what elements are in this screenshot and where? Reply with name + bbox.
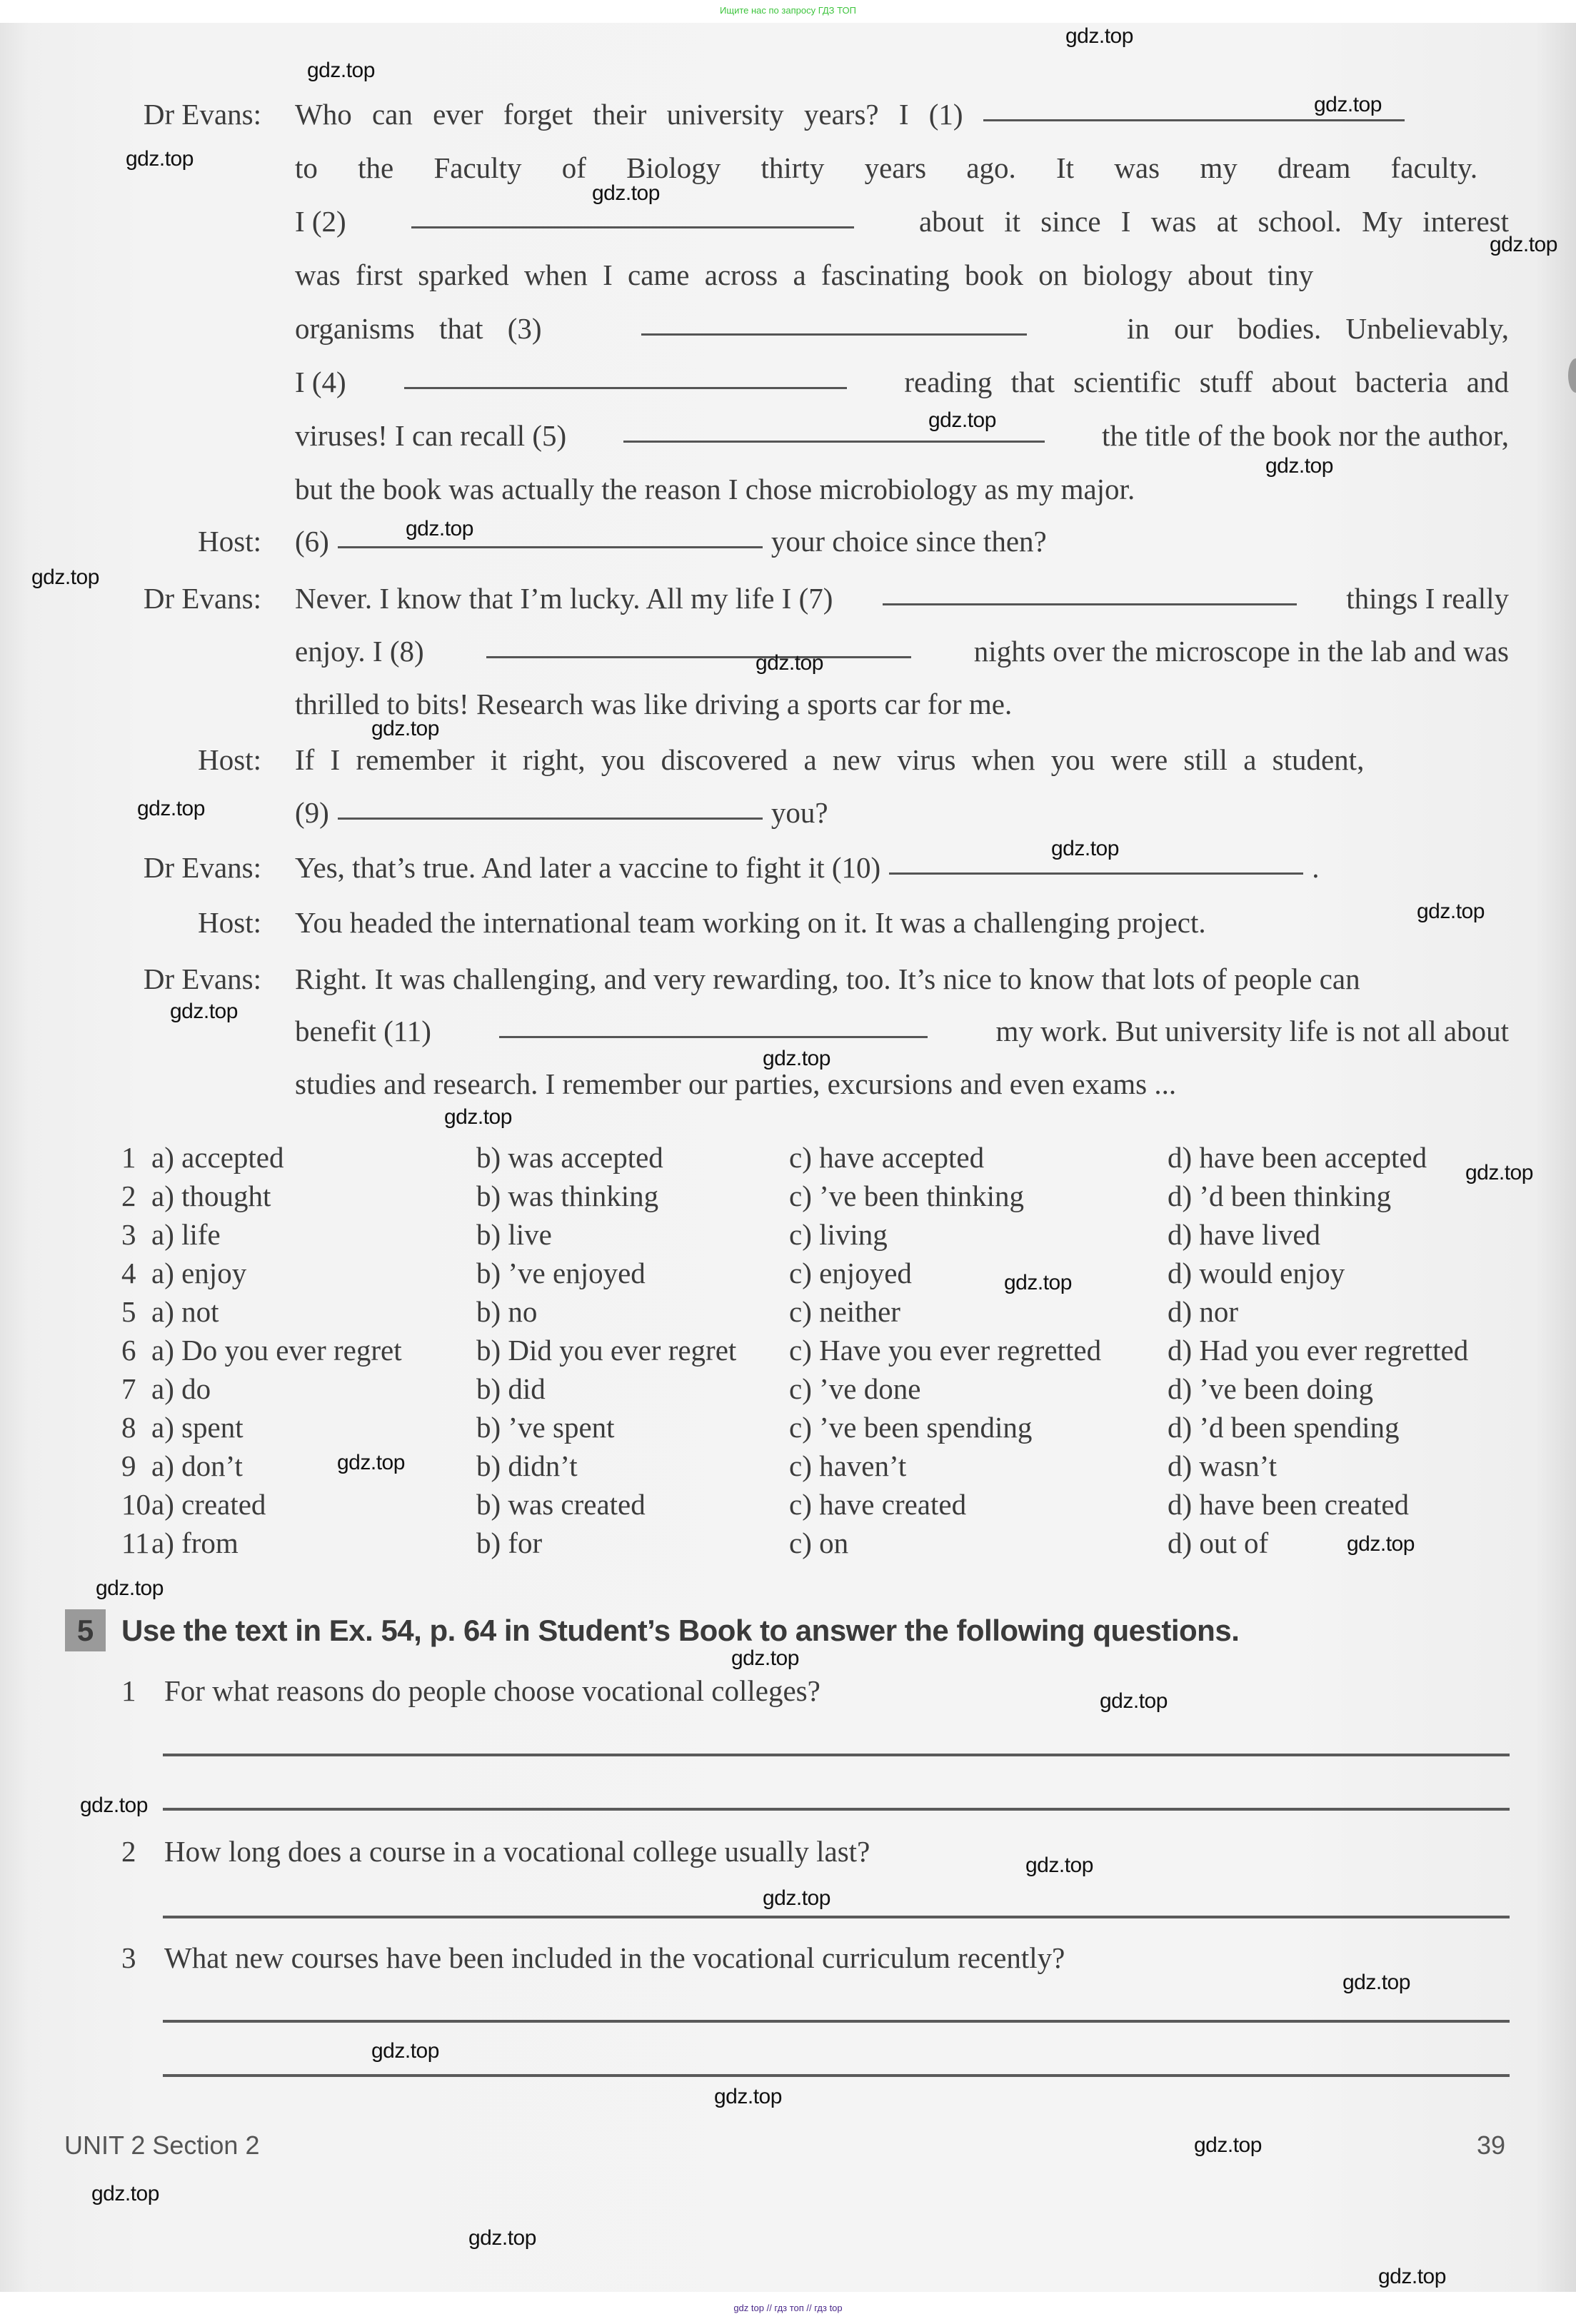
dialogue-text: studies and research. I remember our parties, excursions and even exams ... — [295, 1067, 1177, 1100]
watermark: gdz.top — [763, 1886, 830, 1910]
option-d[interactable]: d) out of — [1168, 1526, 1269, 1559]
dialogue-text: to the Faculty of Biology thirty years ago. It was my dream faculty. — [295, 151, 1478, 184]
option-row — [121, 1331, 1514, 1369]
answer-line[interactable] — [163, 2074, 1510, 2077]
watermark: gdz.top — [371, 2039, 439, 2063]
option-d[interactable]: d) have lived — [1168, 1218, 1321, 1251]
answer-blank-9[interactable] — [338, 818, 763, 820]
top-banner: Ищите нас по запросу ГДЗ ТОП — [0, 0, 1576, 23]
dialogue-text: things I really — [1346, 582, 1509, 615]
watermark: gdz.top — [756, 651, 823, 675]
dialogue-line — [295, 418, 1509, 453]
answer-line[interactable] — [163, 1916, 1510, 1918]
unit-section-label: UNIT 2 Section 2 — [64, 2131, 260, 2160]
option-a[interactable]: a) accepted — [151, 1141, 284, 1174]
speaker-label: Dr Evans: — [143, 582, 261, 615]
option-number: 10 — [121, 1488, 151, 1521]
watermark: gdz.top — [307, 59, 375, 82]
option-b[interactable]: b) ’ve enjoyed — [476, 1257, 646, 1289]
option-b[interactable]: b) live — [476, 1218, 552, 1251]
option-d[interactable]: d) Had you ever regretted — [1168, 1334, 1469, 1367]
question-text: What new courses have been included in the vocational curriculum recently? — [164, 1941, 1065, 1974]
option-d[interactable]: d) have been accepted — [1168, 1141, 1427, 1174]
option-a[interactable]: a) do — [151, 1372, 211, 1405]
speaker-label: Dr Evans: — [143, 851, 261, 884]
option-a[interactable]: a) from — [151, 1526, 239, 1559]
option-c[interactable]: c) Have you ever regretted — [789, 1334, 1102, 1367]
watermark: gdz.top — [91, 2182, 159, 2205]
option-c[interactable]: c) have accepted — [789, 1141, 985, 1174]
watermark: gdz.top — [444, 1105, 512, 1129]
dialogue-text: (6) — [295, 525, 329, 558]
answer-blank-3[interactable] — [641, 333, 1027, 336]
dialogue-text: your choice since then? — [771, 525, 1047, 558]
option-row — [121, 1177, 1514, 1215]
option-row — [121, 1254, 1514, 1292]
dialogue-text: Right. It was challenging, and very rewarding, too. It’s nice to know that lots of people can — [295, 962, 1360, 995]
bottom-banner: gdz top // гдз топ // гдз top — [0, 2292, 1576, 2324]
dialogue-line — [295, 258, 1509, 292]
watermark: gdz.top — [1025, 1853, 1093, 1877]
option-row — [121, 1138, 1514, 1177]
option-number: 11 — [121, 1526, 150, 1559]
watermark: gdz.top — [96, 1576, 164, 1600]
watermark: gdz.top — [1265, 454, 1333, 478]
dialogue-text: I (2) — [295, 205, 346, 238]
dialogue-text: reading that scientific stuff about bacteria and — [904, 366, 1509, 398]
option-b[interactable]: b) ’ve spent — [476, 1411, 615, 1444]
watermark: gdz.top — [1314, 93, 1382, 116]
option-a[interactable]: a) not — [151, 1295, 219, 1328]
dialogue-line — [295, 1014, 1509, 1048]
dialogue-text: (9) — [295, 796, 329, 829]
dialogue-line — [295, 365, 1509, 399]
option-d[interactable]: d) would enjoy — [1168, 1257, 1345, 1289]
watermark: gdz.top — [928, 408, 996, 432]
option-row — [121, 1408, 1514, 1447]
page-number: 39 — [1477, 2131, 1506, 2160]
question — [121, 1940, 1065, 1976]
question-number: 3 — [121, 1941, 136, 1974]
dialogue-line — [295, 905, 1509, 940]
watermark: gdz.top — [1378, 2265, 1446, 2288]
option-b[interactable]: b) for — [476, 1526, 543, 1559]
answer-blank-6[interactable] — [338, 546, 763, 548]
watermark: gdz.top — [763, 1047, 830, 1070]
watermark: gdz.top — [80, 1794, 148, 1817]
watermark: gdz.top — [1417, 900, 1485, 923]
watermark: gdz.top — [731, 1646, 799, 1670]
answer-blank-5[interactable] — [623, 441, 1045, 443]
option-a[interactable]: a) spent — [151, 1411, 244, 1444]
option-number: 1 — [121, 1141, 136, 1174]
option-a[interactable]: a) life — [151, 1218, 221, 1251]
watermark: gdz.top — [1465, 1161, 1533, 1184]
question-number: 2 — [121, 1835, 136, 1868]
dialogue-text: Yes, that’s true. And later a vaccine to fight it (10) — [295, 851, 881, 884]
answer-blank-11[interactable] — [499, 1036, 928, 1038]
speaker-label: Host: — [198, 525, 261, 558]
option-a[interactable]: a) thought — [151, 1179, 271, 1212]
option-number: 3 — [121, 1218, 136, 1251]
dialogue-line — [295, 743, 1509, 777]
dialogue-text: but the book was actually the reason I chose microbiology as my major. — [295, 473, 1135, 505]
dialogue-text: Never. I know that I’m lucky. All my life I (7) — [295, 582, 833, 615]
option-b[interactable]: b) did — [476, 1372, 546, 1405]
option-row — [121, 1292, 1514, 1331]
option-c[interactable]: c) ’ve been thinking — [789, 1179, 1025, 1212]
speaker-label: Dr Evans: — [143, 962, 261, 995]
answer-blank-10[interactable] — [889, 872, 1303, 875]
option-row — [121, 1524, 1514, 1562]
option-d[interactable]: d) ’d been thinking — [1168, 1179, 1392, 1212]
watermark: gdz.top — [1065, 24, 1133, 48]
dialogue-text: enjoy. I (8) — [295, 635, 424, 668]
option-d[interactable]: d) nor — [1168, 1295, 1239, 1328]
answer-blank-7[interactable] — [883, 603, 1297, 605]
question-text: For what reasons do people choose vocational colleges? — [164, 1674, 820, 1707]
dialogue-line — [295, 962, 1509, 996]
watermark: gdz.top — [1100, 1689, 1168, 1713]
dialogue-line — [295, 634, 1509, 668]
option-number: 4 — [121, 1257, 136, 1289]
dialogue-text: you? — [771, 796, 828, 829]
dialogue-text: about it since I was at school. My interest — [918, 205, 1509, 238]
option-number: 7 — [121, 1372, 136, 1405]
watermark: gdz.top — [137, 797, 205, 820]
option-number: 8 — [121, 1411, 136, 1444]
option-c[interactable]: c) have created — [789, 1488, 967, 1521]
dialogue-line — [295, 795, 1509, 830]
exercise-number-badge: 5 — [65, 1609, 106, 1651]
dialogue-text: If I remember it right, you discovered a new virus when you were still a student, — [295, 743, 1365, 776]
option-row — [121, 1215, 1514, 1254]
option-a[interactable]: a) don’t — [151, 1449, 243, 1482]
dialogue-line — [295, 850, 1509, 885]
option-d[interactable]: d) ’ve been doing — [1168, 1372, 1374, 1405]
answer-blank-1[interactable] — [983, 119, 1405, 121]
option-d[interactable]: d) have been created — [1168, 1488, 1410, 1521]
dialogue-text: organisms that (3) — [295, 312, 542, 345]
option-c[interactable]: c) haven’t — [789, 1449, 907, 1482]
watermark: gdz.top — [1194, 2133, 1262, 2157]
speaker-label: Dr Evans: — [143, 98, 261, 131]
option-row — [121, 1447, 1514, 1485]
question — [121, 1673, 820, 1709]
exercise-instruction: Use the text in Ex. 54, p. 64 in Student’s Book to answer the following questions. — [121, 1614, 1240, 1647]
dialogue-text: my work. But university life is not all about — [995, 1015, 1509, 1047]
answer-blank-2[interactable] — [411, 226, 854, 228]
dialogue-text: viruses! I can recall (5) — [295, 419, 567, 452]
question-text: How long does a course in a vocational college usually last? — [164, 1835, 870, 1868]
answer-blank-4[interactable] — [404, 387, 847, 389]
dialogue-line — [295, 524, 1509, 558]
watermark: gdz.top — [406, 517, 473, 540]
dialogue-text: nights over the microscope in the lab and was — [973, 635, 1509, 668]
speaker-label: Host: — [198, 743, 261, 776]
option-c[interactable]: c) on — [789, 1526, 849, 1559]
watermark: gdz.top — [31, 565, 99, 589]
dialogue-text: thrilled to bits! Research was like driving a sports car for me. — [295, 688, 1013, 720]
watermark: gdz.top — [371, 717, 439, 740]
option-c[interactable]: c) living — [789, 1218, 888, 1251]
watermark: gdz.top — [126, 147, 194, 171]
dialogue-line — [295, 311, 1509, 346]
option-c[interactable]: c) neither — [789, 1295, 900, 1328]
dialogue-text: You headed the international team working on it. It was a challenging project. — [295, 906, 1206, 939]
dialogue-text: . — [1312, 851, 1320, 884]
watermark: gdz.top — [1490, 233, 1557, 256]
option-number: 2 — [121, 1179, 136, 1212]
option-a[interactable]: a) created — [151, 1488, 266, 1521]
option-c[interactable]: c) ’ve been spending — [789, 1411, 1033, 1444]
watermark: gdz.top — [592, 181, 660, 205]
answer-blank-8[interactable] — [486, 656, 911, 658]
speaker-label: Host: — [198, 906, 261, 939]
dialogue-text: benefit (11) — [295, 1015, 431, 1047]
option-c[interactable]: c) enjoyed — [789, 1257, 912, 1289]
option-a[interactable]: a) Do you ever regret — [151, 1334, 402, 1367]
watermark: gdz.top — [1347, 1532, 1415, 1556]
option-a[interactable]: a) enjoy — [151, 1257, 247, 1289]
answer-line[interactable] — [163, 1808, 1510, 1811]
option-d[interactable]: d) ’d been spending — [1168, 1411, 1400, 1444]
option-row — [121, 1369, 1514, 1408]
option-b[interactable]: b) no — [476, 1295, 538, 1328]
watermark: gdz.top — [468, 2226, 536, 2250]
watermark: gdz.top — [170, 1000, 238, 1023]
dialogue-line — [295, 1067, 1509, 1101]
option-b[interactable]: b) didn’t — [476, 1449, 578, 1482]
dialogue-text: I (4) — [295, 366, 346, 398]
dialogue-line — [295, 204, 1509, 238]
option-b[interactable]: b) was accepted — [476, 1141, 663, 1174]
watermark: gdz.top — [337, 1451, 405, 1474]
option-c[interactable]: c) ’ve done — [789, 1372, 921, 1405]
dialogue-text: was first sparked when I came across a fascinating book on biology about tiny — [295, 258, 1314, 291]
dialogue-line — [295, 151, 1509, 185]
option-b[interactable]: b) was created — [476, 1488, 646, 1521]
question — [121, 1833, 870, 1869]
answer-line[interactable] — [163, 1754, 1510, 1756]
watermark: gdz.top — [1004, 1271, 1072, 1294]
watermark: gdz.top — [1342, 1971, 1410, 1994]
option-row — [121, 1485, 1514, 1524]
dialogue-text: in our bodies. Unbelievably, — [1126, 312, 1509, 345]
option-b[interactable]: b) was thinking — [476, 1179, 659, 1212]
dialogue-text: the title of the book nor the author, — [1102, 419, 1509, 452]
watermark: gdz.top — [1051, 837, 1119, 860]
watermark: gdz.top — [714, 2085, 782, 2108]
dialogue-line — [295, 581, 1509, 615]
dialogue-line — [295, 687, 1509, 721]
option-number: 5 — [121, 1295, 136, 1328]
option-number: 9 — [121, 1449, 136, 1482]
option-d[interactable]: d) wasn’t — [1168, 1449, 1277, 1482]
answer-line[interactable] — [163, 2020, 1510, 2023]
question-number: 1 — [121, 1674, 136, 1707]
dialogue-text: Who can ever forget their university years? I (1) — [295, 98, 963, 131]
option-b[interactable]: b) Did you ever regret — [476, 1334, 737, 1367]
option-number: 6 — [121, 1334, 136, 1367]
